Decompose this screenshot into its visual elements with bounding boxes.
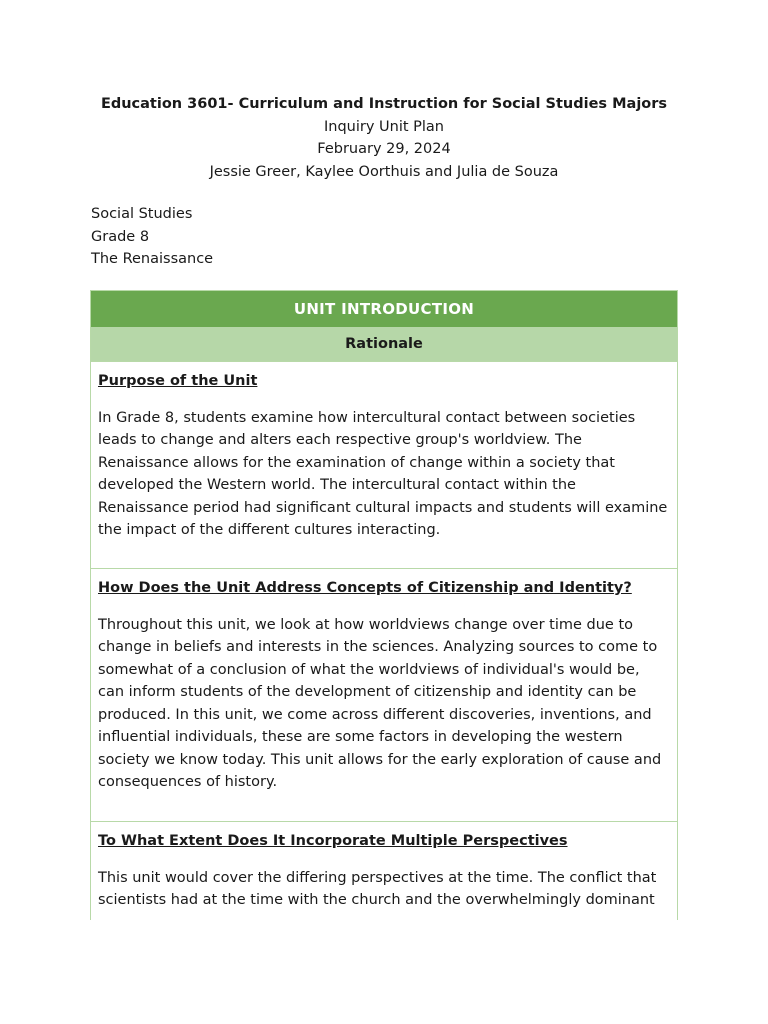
section-title: Purpose of the Unit: [98, 373, 258, 389]
author-names: Jessie Greer, Kaylee Oorthuis and Julia de Souza: [209, 163, 559, 180]
section-body: Throughout this unit, we look at how worldviews change over time due to change in beliefs and interests in the sciences. Analyzing sources to come to somewhat of a conclusion of what the worldviews of individual's would be, can inform students of the development of citizenship and identity can be produced. In this unit, we come across different discoveries, inventions, and influential individuals, these are some factors in developing the western society we know today. This unit allows for the early exploration of cause and consequences of history.: [98, 616, 662, 790]
grade-label: Grade 8: [91, 228, 150, 245]
section-citizenship-identity: [91, 568, 677, 821]
unit-meta: [91, 203, 213, 271]
section-multiple-perspectives: [91, 821, 677, 920]
document-date: February 29, 2024: [317, 141, 451, 157]
topic-label: The Renaissance: [91, 251, 214, 267]
document-header: [0, 93, 768, 183]
section-title: To What Extent Does It Incorporate Multiple Perspectives: [98, 833, 568, 849]
section-title: How Does the Unit Address Concepts of Citizenship and Identity?: [98, 580, 632, 596]
section-body: This unit would cover the differing perspectives at the time. The conflict that scientists had at the time with the church and the overwhelmingly dominant: [98, 869, 657, 908]
section-purpose: [91, 361, 677, 568]
table-heading: UNIT INTRODUCTION: [91, 291, 677, 327]
course-title: Education 3601- Curriculum and Instruction for Social Studies Majors: [100, 96, 668, 112]
unit-introduction-table: [90, 290, 678, 920]
subject-label: Social Studies: [91, 206, 193, 222]
unit-plan-label: Inquiry Unit Plan: [323, 118, 444, 135]
section-body: In Grade 8, students examine how intercultural contact between societies leads to change and alters each respective group's worldview. The Renaissance allows for the examination of change within a society that developed the Western world. The intercultural contact within the Renaissance period had significant cultural impacts and students will examine the impact of the different cultures interacting.: [98, 409, 668, 538]
table-subheading: Rationale: [91, 327, 677, 361]
